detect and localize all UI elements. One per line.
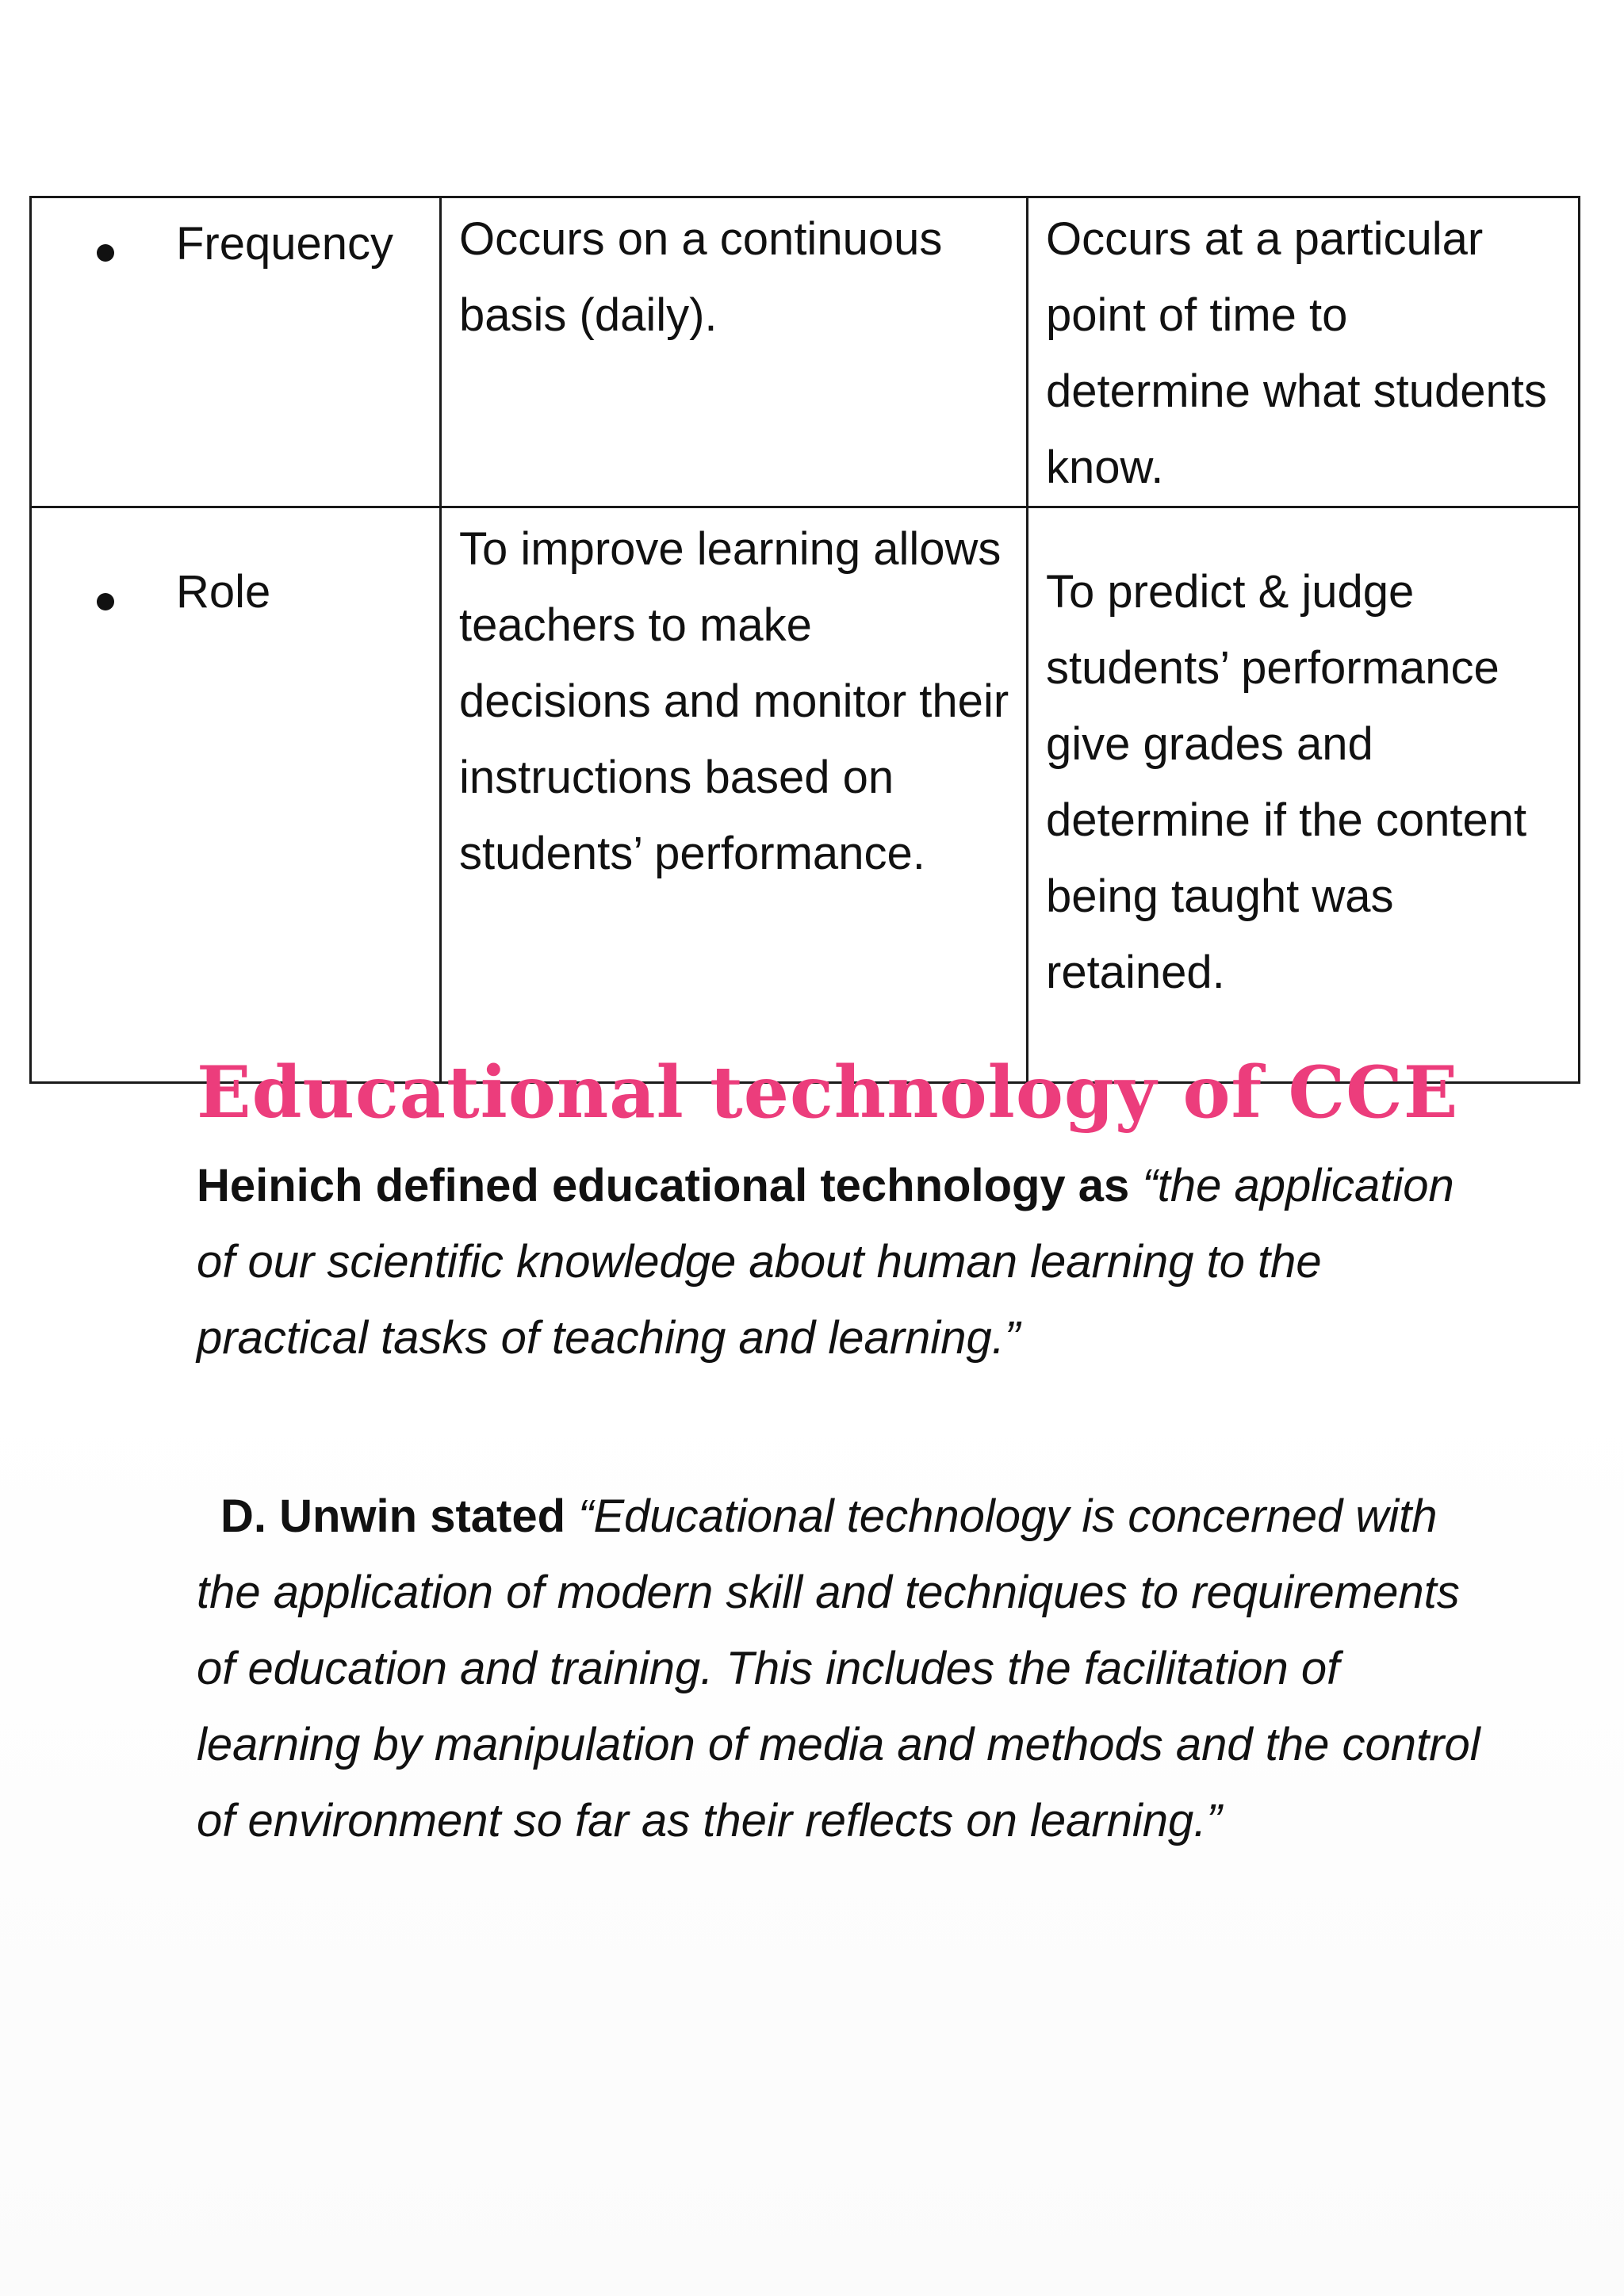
definition-quote: “Educational technology is concerned with the application of modern skill and techniques to requirements of education and training. This includes the facilitation of learning by manipulation of media and methods and the control of environment so far as their reflects on learning.” xyxy=(197,1490,1480,1846)
table-cell-aspect xyxy=(31,197,441,507)
definition-heinich xyxy=(197,1148,1481,1376)
table-cell-aspect xyxy=(31,507,441,1083)
bullet-icon xyxy=(97,244,114,262)
definition-quote: “the application of our scientific knowledge about human learning to the practical tasks of teaching and learning.” xyxy=(197,1160,1454,1364)
table-cell-summative: To predict & judge students’ performance give grades and determine if the content being taught was retained. xyxy=(1028,507,1580,1083)
table-row-frequency xyxy=(31,197,1580,507)
table-cell-formative: To improve learning allows teachers to make decisions and monitor their instructions based on students’ performance. xyxy=(441,507,1028,1083)
aspect-label: Role xyxy=(176,566,271,618)
definition-unwin xyxy=(197,1479,1481,1859)
table-row-role xyxy=(31,507,1580,1083)
table-cell-formative: Occurs on a continuous basis (daily). xyxy=(441,197,1028,507)
definition-speaker: Heinich defined educational technology as xyxy=(197,1160,1130,1211)
table-cell-summative: Occurs at a particular point of time to determine what students know. xyxy=(1028,197,1580,507)
aspect-label: Frequency xyxy=(176,218,394,270)
section-heading: Educational technology of CCE xyxy=(197,1050,1459,1135)
comparison-table xyxy=(29,196,1580,1084)
bullet-icon xyxy=(97,593,114,610)
definition-speaker: D. Unwin stated xyxy=(220,1490,566,1542)
